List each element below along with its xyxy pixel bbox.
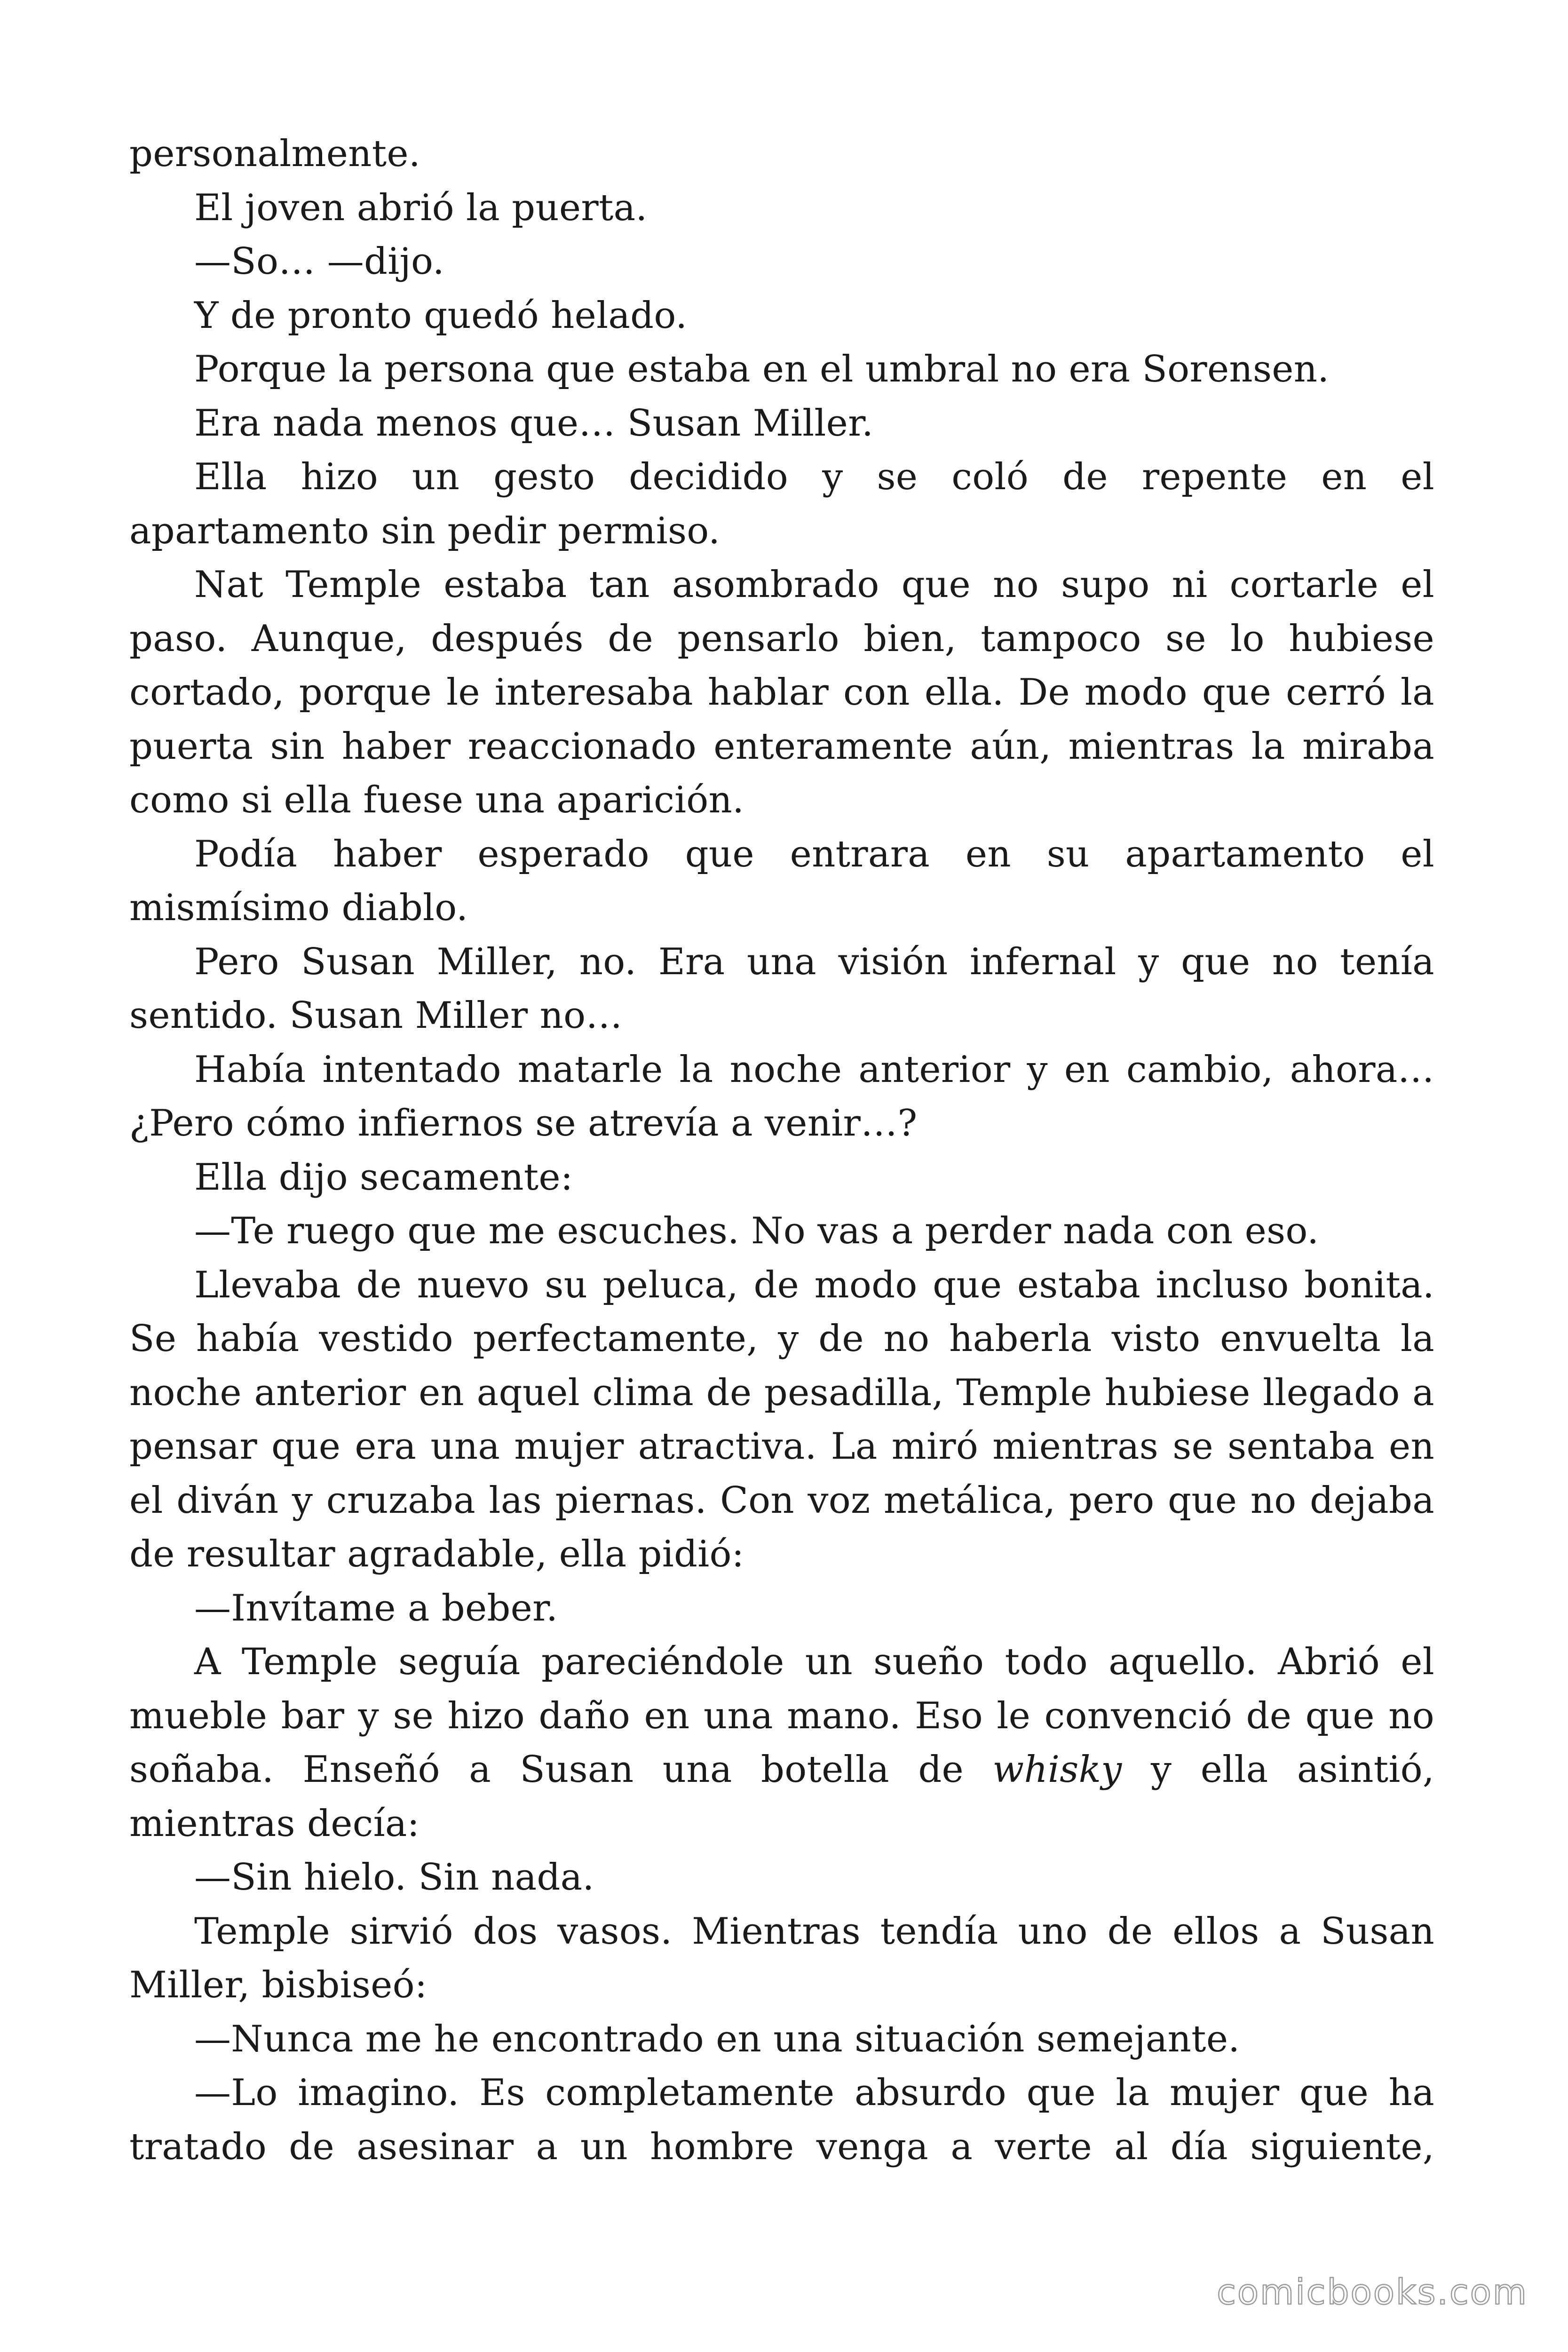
paragraph-10: Pero Susan Miller, no. Era una visión infernal y que no tenía sentido. Susan Miller no… <box>129 940 1434 1037</box>
paragraph-13: —Te ruego que me escuches. No vas a perder nada con eso. <box>194 1210 1319 1252</box>
body-text <box>129 127 1434 2174</box>
paragraph-4: Y de pronto quedó helado. <box>194 294 688 337</box>
paragraph-16 <box>129 1635 1434 1851</box>
paragraph-14: Llevaba de nuevo su peluca, de modo que estaba incluso bonita. Se había vestido perfectamente, y de no haberla visto envuelta la noche anterior en aquel clima de pesadilla, Temple hubiese llegado a pensar que era una mujer atractiva. La miró mientras se sentaba en el diván y cruzaba las piernas. Con voz metálica, pero que no dejaba de resultar agradable, ella pidió: <box>129 1263 1434 1575</box>
paragraph-6: Era nada menos que… Susan Miller. <box>194 402 874 445</box>
paragraph-17: —Sin hielo. Sin nada. <box>194 1856 594 1899</box>
paragraph-16-italic: whisky <box>992 1748 1122 1791</box>
paragraph-15: —Invítame a beber. <box>194 1587 558 1629</box>
paragraph-3: —So… —dijo. <box>194 240 444 283</box>
paragraph-20: —Lo imagino. Es completamente absurdo que la mujer que ha tratado de asesinar a un hombre venga a verte al día siguiente, <box>129 2072 1434 2168</box>
paragraph-11: Había intentado matarle la noche anterior y en cambio, ahora… ¿Pero cómo infiernos se atrevía a venir…? <box>129 1048 1434 1144</box>
paragraph-16-before: A Temple seguía pareciéndole un sueño todo aquello. Abrió el mueble bar y se hizo daño en una mano. Eso le convenció de que no soñaba. Enseñó a Susan una botella de <box>129 1641 1434 1791</box>
paragraph-5: Porque la persona que estaba en el umbral no era Sorensen. <box>194 348 1330 390</box>
paragraph-19: —Nunca me he encontrado en una situación semejante. <box>194 2018 1240 2060</box>
paragraph-2: El joven abrió la puerta. <box>194 186 648 229</box>
paragraph-8: Nat Temple estaba tan asombrado que no supo ni cortarle el paso. Aunque, después de pensarlo bien, tampoco se lo hubiese cortado, porque le interesaba hablar con ella. De modo que cerró la puerta sin haber reaccionado enteramente aún, mientras la miraba como si ella fuese una aparición. <box>129 564 1434 821</box>
paragraph-9: Podía haber esperado que entrara en su apartamento el mismísimo diablo. <box>129 833 1434 929</box>
paragraph-1: personalmente. <box>129 133 420 175</box>
paragraph-16-after: y ella asintió, mientras decía: <box>129 1748 1435 1845</box>
paragraph-12: Ella dijo secamente: <box>194 1156 573 1199</box>
paragraph-7: Ella hizo un gesto decidido y se coló de repente en el apartamento sin pedir permiso. <box>129 456 1434 552</box>
paragraph-18: Temple sirvió dos vasos. Mientras tendía uno de ellos a Susan Miller, bisbiseó: <box>129 1910 1434 2006</box>
watermark: comicbooks.com <box>1217 2272 1528 2312</box>
